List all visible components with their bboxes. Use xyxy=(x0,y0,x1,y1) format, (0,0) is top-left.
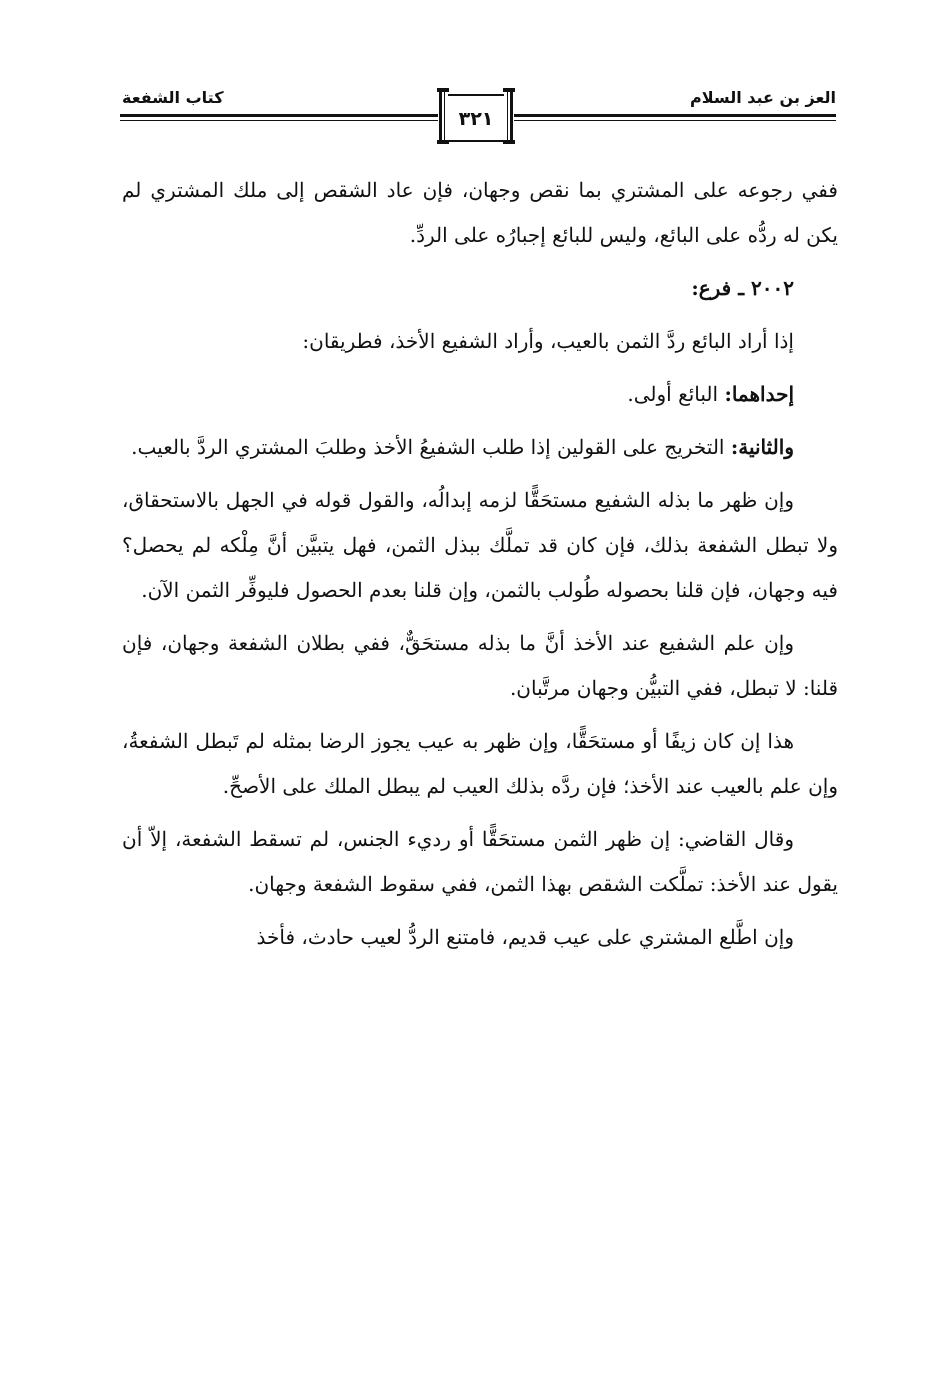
paragraph-4 xyxy=(122,425,838,470)
running-head-book-title: كتاب الشفعة xyxy=(122,88,224,107)
page-body xyxy=(122,168,838,960)
paragraph-1: ففي رجوعه على المشتري بما نقص وجهان، فإن عاد الشقص إلى ملك المشتري لم يكن له ردُّه على البائع، وليس للبائع إجبارُه على الردِّ. xyxy=(122,178,838,247)
paragraph-4-text: التخريج على القولين إذا طلب الشفيعُ الأخذ وطلبَ المشتري الردَّ بالعيب. xyxy=(131,435,731,459)
paragraph-3-text: البائع أولى. xyxy=(627,382,725,406)
page-number-frame xyxy=(438,88,514,144)
paragraph-5: وإن ظهر ما بذله الشفيع مستحَقًّا لزمه إبدالُه، والقول قوله في الجهل بالاستحقاق، ولا تبطل الشفعة بذلك، فإن كان قد تملَّك ببذل الثمن، فهل يتبيَّن أنَّ مِلْكه لم يحصل؟ فيه وجهان، فإن قلنا بحصوله طُولب بالثمن، وإن قلنا بعدم الحصول فليوفِّر الثمن الآن. xyxy=(122,488,838,602)
frame-ornament-left xyxy=(438,88,448,144)
section-heading: ٢٠٠٢ ـ فرع: xyxy=(691,276,794,300)
paragraph-6: وإن علم الشفيع عند الأخذ أنَّ ما بذله مستحَقٌّ، ففي بطلان الشفعة وجهان، فإن قلنا: لا تبطل، ففي التبيُّن وجهان مرتَّبان. xyxy=(122,631,838,700)
paragraph-3-label: إحداهما: xyxy=(724,382,794,406)
running-head-author: العز بن عبد السلام xyxy=(690,88,836,107)
page-number: ٣٢١ xyxy=(458,108,494,130)
paragraph-2: إذا أراد البائع ردَّ الثمن بالعيب، وأراد الشفيع الأخذ، فطريقان: xyxy=(302,329,794,353)
page-header xyxy=(120,82,836,152)
paragraph-9: وإن اطَّلع المشتري على عيب قديم، فامتنع الردُّ لعيب حادث، فأخذ xyxy=(256,925,794,949)
paragraph-3 xyxy=(122,372,838,417)
frame-ornament-right xyxy=(504,88,514,144)
paragraph-8: وقال القاضي: إن ظهر الثمن مستحَقًّا أو رديء الجنس، لم تسقط الشفعة، إلاّ أن يقول عند الأخذ: تملَّكت الشقص بهذا الثمن، ففي سقوط الشفعة وجهان. xyxy=(122,827,838,896)
frame-inner-box xyxy=(448,94,504,142)
paragraph-7: هذا إن كان زيفًا أو مستحَقًّا، وإن ظهر به عيب يجوز الرضا بمثله لم تَبطل الشفعةُ، وإن علم بالعيب عند الأخذ؛ فإن ردَّه بذلك العيب لم يبطل الملك على الأصحِّ. xyxy=(122,729,838,798)
paragraph-4-label: والثانية: xyxy=(730,435,794,459)
